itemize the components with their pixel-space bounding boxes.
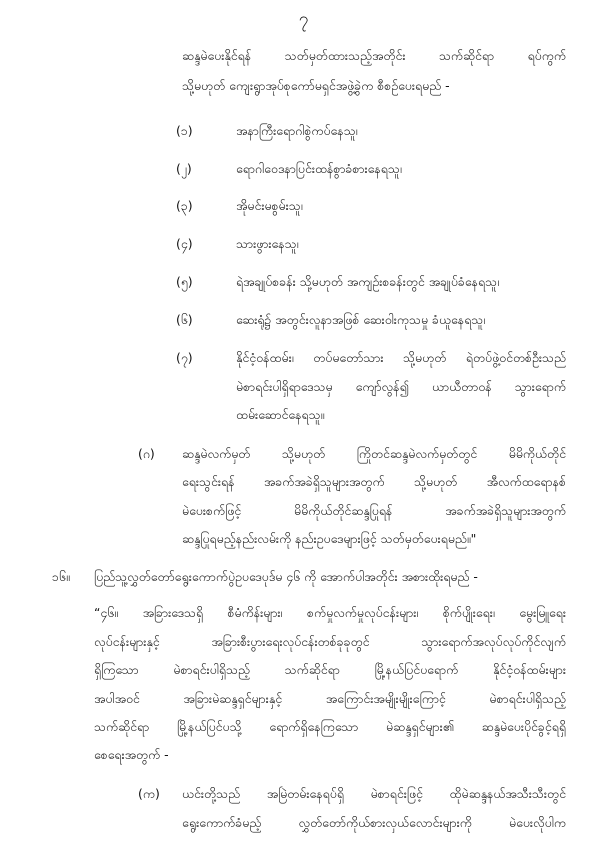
clause-number: (က) — [138, 786, 160, 801]
list-item-number: (၄) — [176, 236, 193, 251]
list-item-number: (၅) — [176, 274, 193, 289]
section-number: ၁၆။ — [52, 569, 70, 584]
page-number: ၇ — [298, 9, 309, 29]
quote-line: သက်ဆိုင်ရာ မြို့နယ်ပြင်ပသို့ ရောက်ရှိနေကြသော မဲဆန္ဒရှင်များ၏ ဆန္ဒမဲပေးပိုင်ခွင့်ရရှိ — [94, 719, 566, 734]
clause-text: ရေးသွင်းရန် အခက်အခဲရှိသူများအတွက် သို့မဟုတ် အီလက်ထရောနစ် — [182, 474, 566, 489]
list-item-text: နိုင်ငံ့ဝန်ထမ်း၊ တပ်မတော်သား သို့မဟုတ် ရဲတပ်ဖွဲ့ဝင်တစ်ဦးသည် — [236, 350, 566, 365]
clause-text: ယင်းတို့သည် အမြဲတမ်းနေရပ်ရှိ မဲစာရင်းဖြင့် ထိုမဲဆန္ဒနယ်အသီးသီးတွင် — [182, 786, 566, 801]
section-text: ပြည်သူ့လွှတ်တော်ရွေးကောက်ပွဲဥပဒေပုဒ်မ ၄၆ ကို အောက်ပါအတိုင်း အစားထိုးရမည် - — [94, 569, 478, 584]
quote-line: လုပ်ငန်းများနှင့် အခြားစီးပွားရေးလုပ်ငန်းတစ်ခုခုတွင် သွားရောက်အလုပ်လုပ်ကိုင်လျက် — [94, 634, 566, 649]
clause-text: ဆန္ဒပြုရမည့်နည်းလမ်းကို နည်းဥပဒေများဖြင့် သတ်မှတ်ပေးရမည်။" — [182, 531, 477, 546]
list-item-number: (၆) — [176, 312, 193, 327]
list-item-text: မဲစာရင်းပါရှိရာဒေသမှ ကျော်လွန်၍ ယာယီတာဝန် သွားရောက် — [236, 379, 566, 394]
list-item-number: (၃) — [176, 198, 193, 213]
list-item-number: (၂) — [176, 161, 192, 176]
clause-text: ဆန္ဒမဲလက်မှတ် သို့မဟုတ် ကြိုတင်ဆန္ဒမဲလက်မှတ်တွင် မိမိကိုယ်တိုင် — [182, 446, 566, 461]
list-item-number: (၁) — [176, 123, 193, 138]
list-item-text: အိုမင်းမစွမ်းသူ၊ — [236, 198, 303, 213]
list-item-text: ထမ်းဆောင်နေရသူ။ — [236, 407, 325, 422]
list-item-text: အနာကြီးရောဂါစွဲကပ်နေသူ၊ — [236, 123, 358, 138]
clause-text: ရွေးကောက်ခံမည့် လွှတ်တော်ကိုယ်စားလှယ်လောင်းများကို မဲပေးလိုပါက — [182, 815, 566, 830]
list-item-number: (၇) — [176, 350, 193, 365]
list-item-text: ရဲအချုပ်စခန်း သို့မဟုတ် အကျဉ်းစခန်းတွင် အချုပ်ခံနေရသူ၊ — [236, 274, 500, 289]
quote-line: အပါအဝင် အခြားမဲဆန္ဒရှင်များနှင့် အကြောင်းအမျိုးမျိုးကြောင့် မဲစာရင်းပါရှိသည့် — [94, 691, 566, 706]
list-item-text: သားဖွားနေသူ၊ — [236, 236, 299, 251]
intro-line: ဆန္ဒမဲပေးနိုင်ရန် သတ်မှတ်ထားသည့်အတိုင်း သက်ဆိုင်ရာ ရပ်ကွက် — [182, 48, 566, 63]
intro-line: သို့မဟုတ် ကျေးရွာအုပ်စုကော်မရှင်အဖွဲ့ခွဲက စီစဉ်ပေးရမည် - — [182, 78, 450, 93]
clause-text: မဲပေးစက်ဖြင့် မိမိကိုယ်တိုင်ဆန္ဒပြုရန် အခက်အခဲရှိသူများအတွက် — [182, 503, 566, 518]
clause-number: (ဂ) — [138, 446, 155, 461]
quote-line: ရှိကြသော မဲစာရင်းပါရှိသည့် သက်ဆိုင်ရာ မြို့နယ်ပြင်ပရောက် နိုင်ငံ့ဝန်ထမ်းများ — [94, 662, 566, 677]
list-item-text: ဆေးရုံ၌ အတွင်းလူနာအဖြစ် ဆေးဝါးကုသမှု ခံယူနေရသူ၊ — [236, 312, 486, 327]
quote-line: စေရေးအတွက် - — [94, 747, 169, 762]
quote-line: “၄၆။ အခြားဒေသရှိ စီမံကိန်းများ၊ စက်မှုလက်မှုလုပ်ငန်းများ၊ စိုက်ပျိုးရေး၊ မွေးမြူရေး — [94, 605, 566, 620]
list-item-text: ရောဂါဝေဒနာပြင်းထန်စွာခံစားနေရသူ၊ — [236, 161, 402, 176]
